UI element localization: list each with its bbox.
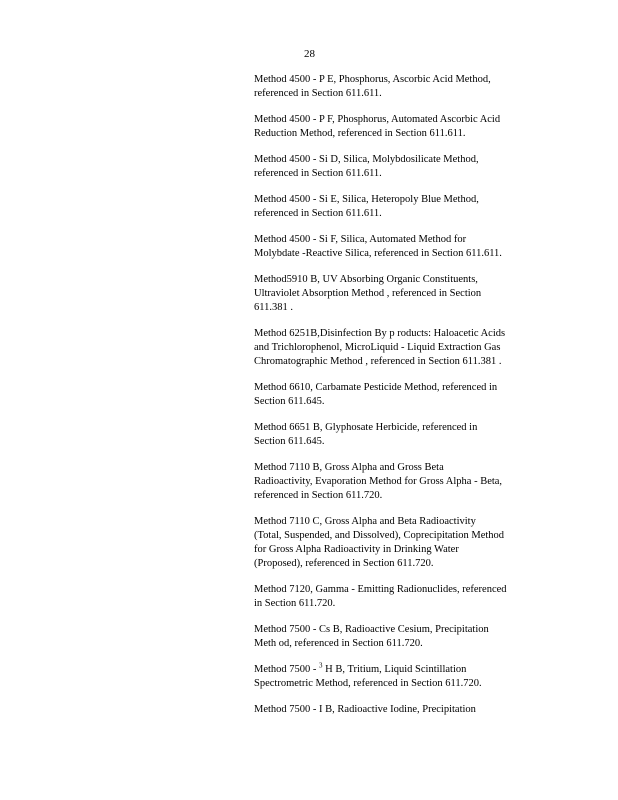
- entry-line: Method 4500 - P F, Phosphorus, Automated Ascorbic Acid: [254, 114, 501, 125]
- entry-line: Method 7110 B, Gross Alpha and Gross Beta: [254, 462, 444, 473]
- entry-line: Chromatographic Method , referenced in Section 611.381 .: [254, 356, 502, 367]
- entry-text: H B, Tritium, Liquid Scintillation: [322, 664, 467, 675]
- entry-line: Method 4500 - P E, Phosphorus, Ascorbic Acid Method,: [254, 74, 491, 85]
- method-entry: [254, 193, 540, 221]
- entry-line: Method 6251B,Disinfection By p roducts: Haloacetic Acids: [254, 328, 506, 339]
- method-entry: [254, 73, 540, 101]
- entry-line: Meth od, referenced in Section 611.720.: [254, 638, 423, 649]
- entry-line: referenced in Section 611.611.: [254, 168, 382, 179]
- entry-line: (Total, Suspended, and Dissolved), Coprecipitation Method: [254, 530, 505, 541]
- entry-line: Radioactivity, Evaporation Method for Gross Alpha - Beta,: [254, 476, 503, 487]
- method-entry: [254, 703, 540, 717]
- entry-line: Section 611.645.: [254, 436, 325, 447]
- entry-line: Method 4500 - Si F, Silica, Automated Method for: [254, 234, 467, 245]
- method-entry: [254, 381, 540, 409]
- entry-line: 611.381 .: [254, 302, 293, 313]
- entry-line: (Proposed), referenced in Section 611.720.: [254, 558, 434, 569]
- entry-line: Ultraviolet Absorption Method , referenced in Section: [254, 288, 482, 299]
- entry-line: in Section 611.720.: [254, 598, 336, 609]
- page-number: 28: [304, 48, 315, 60]
- method-entry: [254, 153, 540, 181]
- entry-line: Method5910 B, UV Absorbing Organic Constituents,: [254, 274, 478, 285]
- entry-line: Method 7120, Gamma - Emitting Radionuclides, referenced: [254, 584, 507, 595]
- entry-line: Molybdate -Reactive Silica, referenced in Section 611.611.: [254, 248, 502, 259]
- entry-line: Spectrometric Method, referenced in Section 611.720.: [254, 678, 482, 689]
- entry-line: Reduction Method, referenced in Section 611.611.: [254, 128, 466, 139]
- method-entry: [254, 327, 540, 369]
- entry-line: Method 7500 - I B, Radioactive Iodine, Precipitation: [254, 704, 476, 715]
- entry-line: and Trichlorophenol, MicroLiquid - Liquid Extraction Gas: [254, 342, 501, 353]
- method-entry: [254, 583, 540, 611]
- entry-line: Method 4500 - Si E, Silica, Heteropoly Blue Method,: [254, 194, 479, 205]
- entry-line: Method 7500 - Cs B, Radioactive Cesium, Precipitation: [254, 624, 489, 635]
- entry-line: Method 6610, Carbamate Pesticide Method, referenced in: [254, 382, 498, 393]
- entry-line: Section 611.645.: [254, 396, 325, 407]
- entry-line: referenced in Section 611.611.: [254, 208, 382, 219]
- method-entry: [254, 273, 540, 315]
- entry-line: [254, 663, 540, 677]
- method-entry: [254, 421, 540, 449]
- entry-line: referenced in Section 611.611.: [254, 88, 382, 99]
- method-entry: [254, 233, 540, 261]
- entry-line: for Gross Alpha Radioactivity in Drinking Water: [254, 544, 459, 555]
- entry-line: referenced in Section 611.720.: [254, 490, 383, 501]
- method-entry: [254, 623, 540, 651]
- method-entry: [254, 113, 540, 141]
- entry-line: Method 4500 - Si D, Silica, Molybdosilicate Method,: [254, 154, 479, 165]
- method-entry: [254, 663, 540, 691]
- method-list: [254, 73, 540, 717]
- entry-line: Method 7110 C, Gross Alpha and Beta Radioactivity: [254, 516, 476, 527]
- isotope-superscript: 3: [319, 661, 323, 670]
- method-entry: [254, 515, 540, 571]
- method-entry: [254, 461, 540, 503]
- entry-line: Method 6651 B, Glyphosate Herbicide, referenced in: [254, 422, 478, 433]
- entry-text: Method 7500 -: [254, 664, 320, 675]
